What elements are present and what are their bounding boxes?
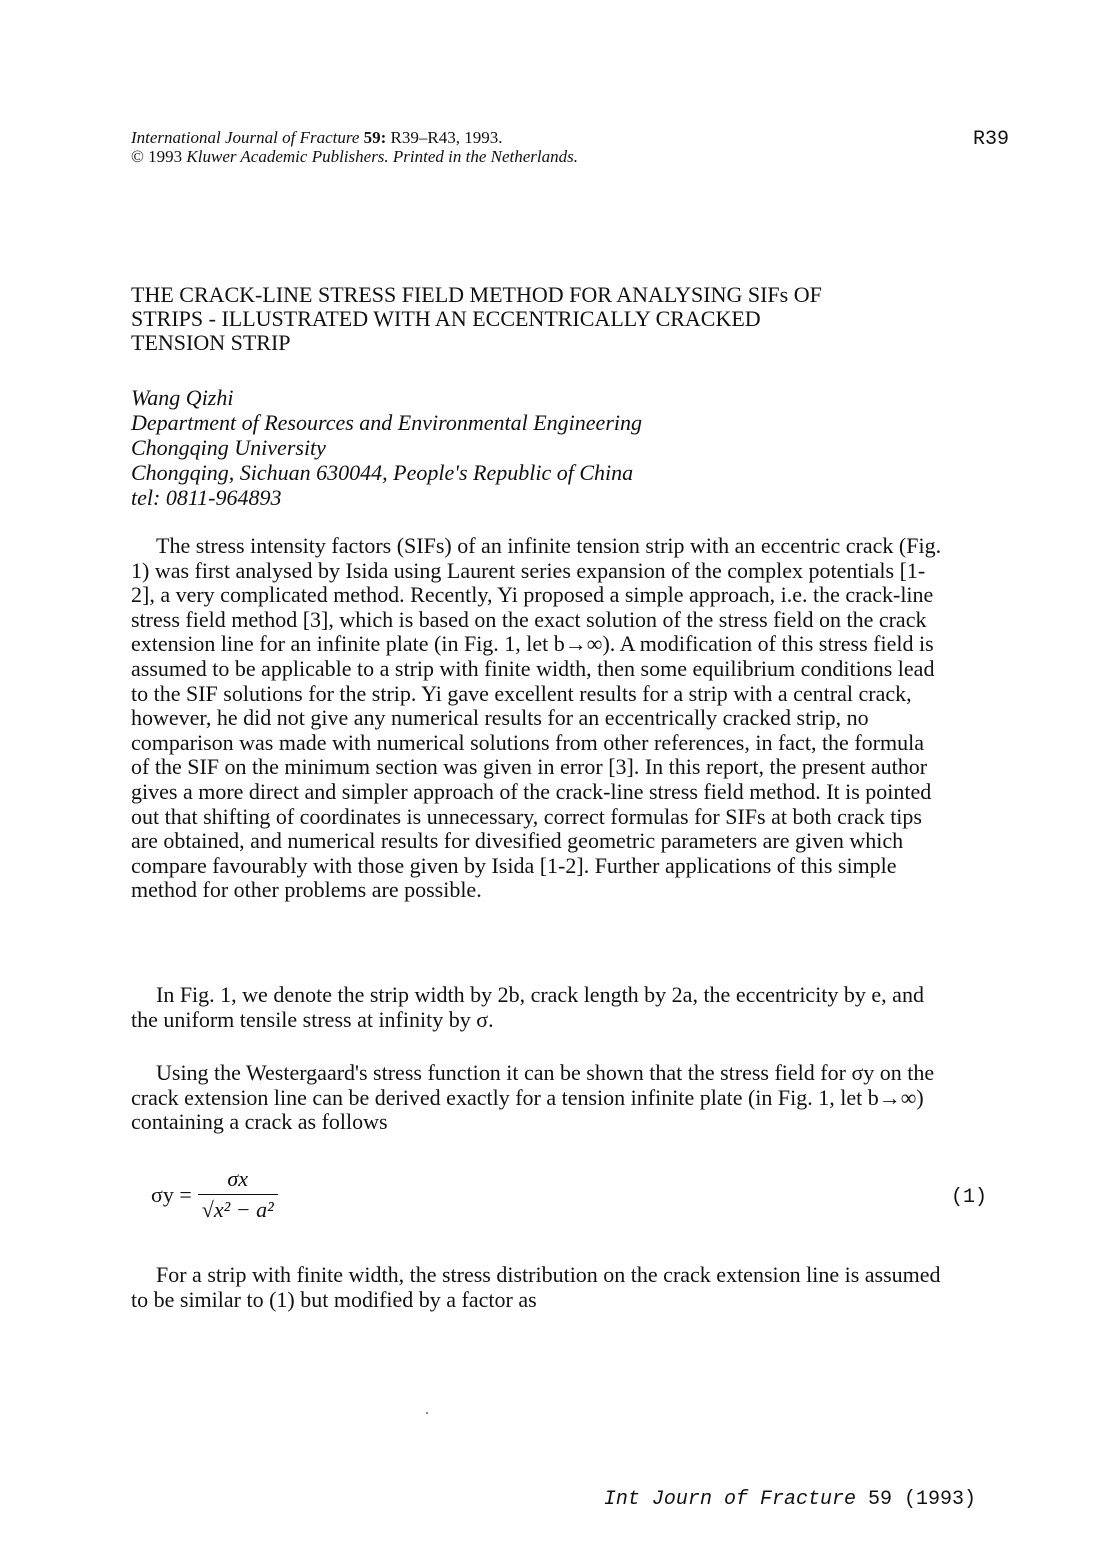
equation-numerator: σx: [227, 1166, 249, 1191]
equation-lhs: σy =: [151, 1181, 192, 1207]
footer-journal: Int Journ of Fracture: [603, 1488, 856, 1511]
equation-denominator: x² − a²: [213, 1197, 274, 1222]
equation-denominator-wrap: [198, 1194, 278, 1223]
title-line-2: STRIPS - ILLUSTRATED WITH AN ECCENTRICALLY CRACKED: [131, 306, 761, 331]
author-address: Chongqing, Sichuan 630044, People's Republic of China: [131, 460, 634, 485]
journal-name: International Journal of Fracture: [131, 128, 360, 147]
body-paragraph-4: For a strip with finite width, the stress distribution on the crack extension line is assumed to be similar to (1) but modified by a factor as: [131, 1262, 941, 1312]
author-telephone: tel: 0811-964893: [131, 485, 282, 510]
copyright-line: [131, 147, 578, 166]
body-paragraph-1: The stress intensity factors (SIFs) of an infinite tension strip with an eccentric crack (Fig. 1) was first analysed by Isida using Laurent series expansion of the complex potentials [1-2], a very complicated method. Recently, Yi proposed a simple approach, i.e. the crack-line stress field method [3], which is based on the exact solution of the stress field on the crack extension line for an infinite plate (in Fig. 1, let b→∞). A modification of this stress field is assumed to be applicable to a strip with finite width, then some equilibrium conditions lead to the SIF solutions for the strip. Yi gave excellent results for a strip with a central crack, however, he did not give any numerical results for an eccentrically cracked strip, no comparison was made with numerical solutions from other references, in fact, the formula of the SIF on the minimum section was given in error [3]. In this report, the present author gives a more direct and simpler approach of the crack-line stress field method. It is pointed out that shifting of coordinates is unnecessary, correct formulas for SIFs at both crack tips are obtained, and numerical results for divesified geometric parameters are given which compare favourably with those given by Isida [1-2]. Further applications of this simple method for other problems are possible.: [131, 533, 942, 903]
journal-pages-year: R39–R43, 1993.: [386, 128, 503, 147]
journal-citation: [131, 128, 578, 147]
author-block: [131, 385, 642, 510]
footer-volume-year: 59 (1993): [855, 1488, 976, 1511]
author-department: Department of Resources and Environmental Engineering: [131, 410, 642, 435]
body-paragraph-2: In Fig. 1, we denote the strip width by 2b, crack length by 2a, the eccentricity by e, and the uniform tensile stress at infinity by σ.: [131, 982, 924, 1032]
title-line-3: TENSION STRIP: [131, 330, 291, 355]
body-paragraph-3: Using the Westergaard's stress function it can be shown that the stress field for σy on the crack extension line can be derived exactly for a tension infinite plate (in Fig. 1, let b→∞) containing a crack as follows: [131, 1060, 935, 1135]
author-name: Wang Qizhi: [131, 385, 234, 410]
equation-number: (1): [950, 1186, 987, 1209]
square-root-icon: √: [201, 1197, 214, 1222]
scan-speck: [426, 1412, 428, 1414]
journal-volume: 59:: [363, 128, 387, 147]
equation-fraction: [198, 1166, 278, 1223]
page-number: R39: [972, 128, 1009, 151]
journal-header: [131, 128, 578, 166]
equation-1: [151, 1166, 278, 1223]
page-footer: [604, 1488, 976, 1511]
author-university: Chongqing University: [131, 435, 326, 460]
title-line-1: THE CRACK-LINE STRESS FIELD METHOD FOR ANALYSING SIFs OF: [131, 282, 822, 307]
copyright-year: © 1993: [131, 147, 183, 166]
publisher-notice: Kluwer Academic Publishers. Printed in the Netherlands.: [182, 147, 579, 166]
paper-title: [131, 283, 951, 355]
